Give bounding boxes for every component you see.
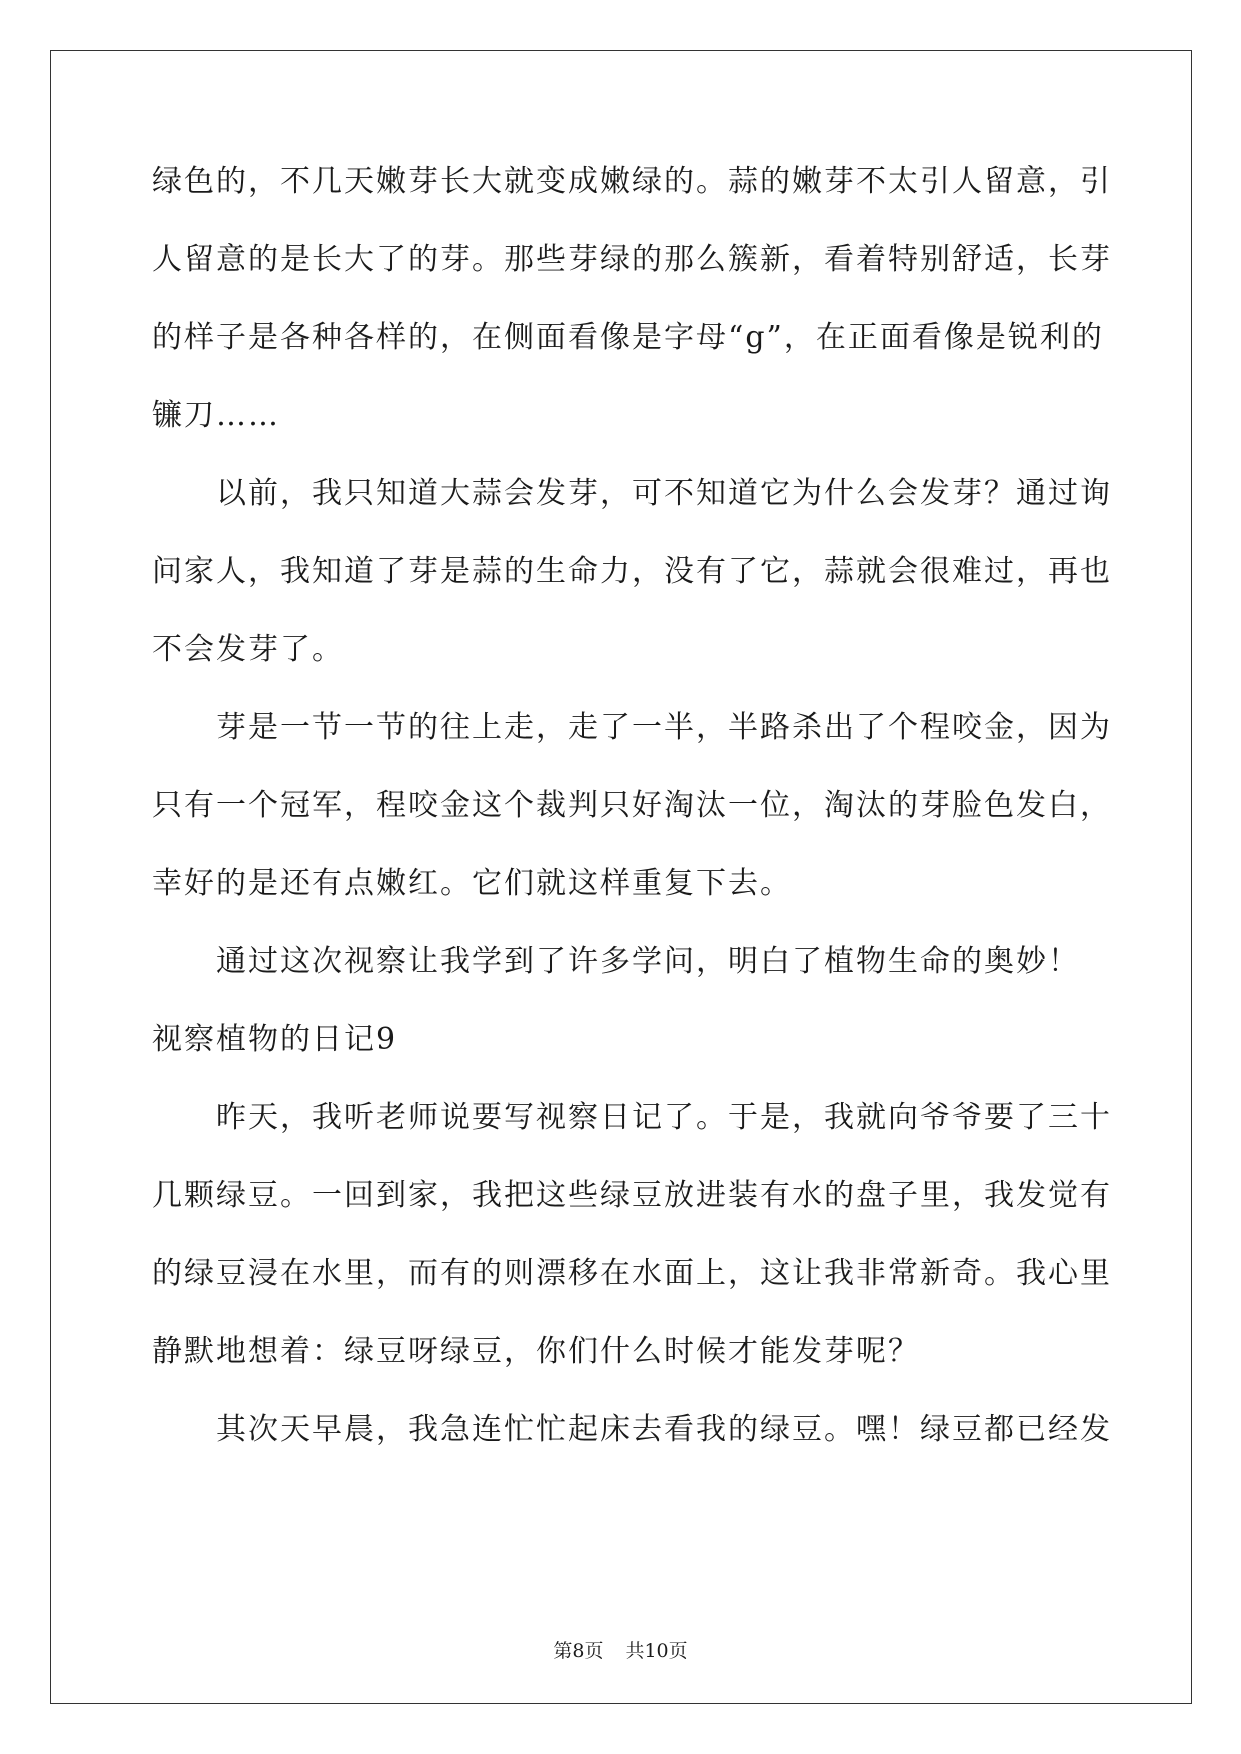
text-line: 以前，我只知道大蒜会发芽，可不知道它为什么会发芽？通过询 (216, 476, 1112, 511)
text-line: 昨天，我听老师说要写视察日记了。于是，我就向爷爷要了三十 (216, 1100, 1112, 1135)
text-line: 只有一个冠军，程咬金这个裁判只好淘汰一位，淘汰的芽脸色发白， (152, 788, 1112, 823)
page-footer (0, 1636, 1241, 1663)
text-line: 人留意的是长大了的芽。那些芽绿的那么簇新，看着特别舒适，长芽 (152, 242, 1112, 277)
text-line: 的绿豆浸在水里，而有的则漂移在水面上，这让我非常新奇。我心里 (152, 1256, 1112, 1291)
text-line: 镰刀…… (152, 398, 280, 433)
text-line: 问家人，我知道了芽是蒜的生命力，没有了它，蒜就会很难过，再也 (152, 554, 1112, 589)
text-line: 几颗绿豆。一回到家，我把这些绿豆放进装有水的盘子里，我发觉有 (152, 1178, 1112, 1213)
page-total: 共10页 (625, 1640, 688, 1662)
text-line: 幸好的是还有点嫩红。它们就这样重复下去。 (152, 866, 792, 901)
text-line: 芽是一节一节的往上走，走了一半，半路杀出了个程咬金，因为 (216, 710, 1112, 745)
text-line: 通过这次视察让我学到了许多学问，明白了植物生命的奥妙！ (216, 944, 1080, 979)
text-line: 不会发芽了。 (152, 632, 344, 667)
text-line: 绿色的，不几天嫩芽长大就变成嫩绿的。蒜的嫩芽不太引人留意，引 (152, 164, 1112, 199)
text-line: 其次天早晨，我急连忙忙起床去看我的绿豆。嘿！绿豆都已经发 (216, 1412, 1112, 1447)
text-line: 视察植物的日记9 (152, 1022, 398, 1057)
page-number: 第8页 (553, 1640, 604, 1662)
text-line: 的样子是各种各样的，在侧面看像是字母“g”，在正面看像是锐利的 (152, 320, 1104, 355)
document-body (152, 162, 1112, 1488)
text-line: 静默地想着：绿豆呀绿豆，你们什么时候才能发芽呢？ (152, 1334, 920, 1369)
